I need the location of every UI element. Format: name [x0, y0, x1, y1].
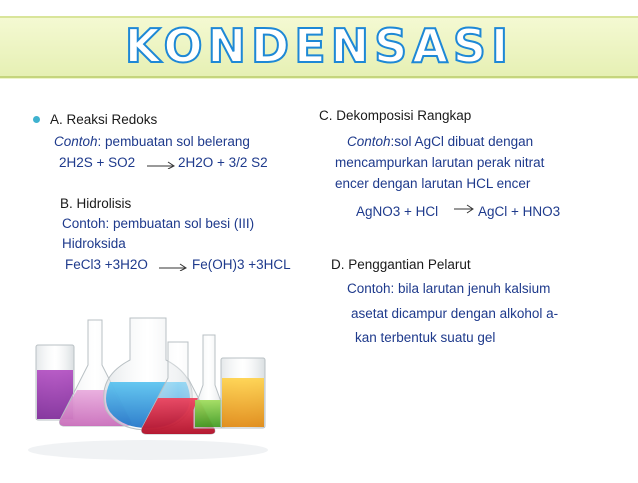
- section-b-equation-left: FeCl3 +3H2O: [65, 257, 148, 272]
- section-c-equation-right: AgCl + HNO3: [478, 204, 561, 219]
- section-c-heading: C. Dekomposisi Rangkap: [319, 108, 472, 123]
- section-b-example-line1: Contoh: pembuatan sol besi (III): [62, 216, 255, 231]
- flasks-illustration: [18, 300, 280, 478]
- section-d-line2: asetat dicampur dengan alkohol a-: [351, 306, 559, 321]
- section-c-line2: mencampurkan larutan perak nitrat: [335, 155, 545, 170]
- section-c-equation-left: AgNO3 + HCl: [356, 204, 439, 219]
- section-c-example: [347, 133, 533, 150]
- slide-title: KONDENSASI: [124, 19, 514, 73]
- section-c-example-label: Contoh: [347, 134, 391, 149]
- section-b-equation-right: Fe(OH)3 +3HCL: [192, 257, 291, 272]
- reaction-arrow-icon: [146, 157, 176, 169]
- lab-flasks-image: [18, 300, 280, 478]
- section-d-line1: Contoh: bila larutan jenuh kalsium: [347, 281, 551, 296]
- section-a-example-label: Contoh: [54, 134, 98, 149]
- section-a-heading: A. Reaksi Redoks: [50, 112, 158, 127]
- bullet-icon: [33, 116, 40, 123]
- section-d-heading: D. Penggantian Pelarut: [331, 257, 471, 272]
- section-c-line3: encer dengan larutan HCL encer: [335, 176, 531, 191]
- section-a-example: [54, 133, 250, 150]
- reaction-arrow-icon: [158, 259, 188, 271]
- reaction-arrow-icon: [453, 202, 475, 216]
- section-b-heading: B. Hidrolisis: [60, 196, 132, 211]
- section-c-example-text: :sol AgCl dibuat dengan: [390, 134, 534, 149]
- section-a-equation-right: 2H2O + 3/2 S2: [178, 155, 268, 170]
- section-b-example-line2: Hidroksida: [62, 236, 126, 251]
- section-a-example-text: : pembuatan sol belerang: [97, 134, 250, 149]
- section-a-equation-left: 2H2S + SO2: [59, 155, 136, 170]
- section-d-line3: kan terbentuk suatu gel: [355, 330, 496, 345]
